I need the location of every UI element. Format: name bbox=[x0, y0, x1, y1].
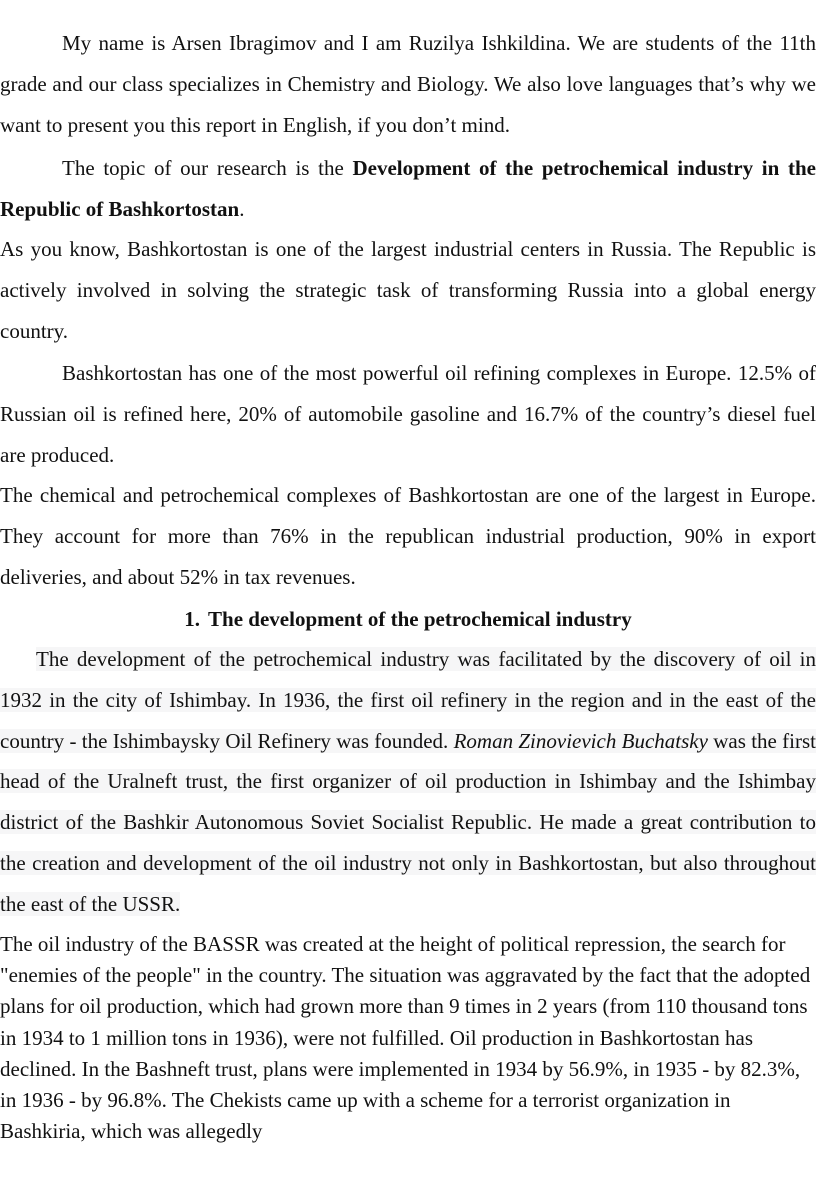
section-title: The development of the petrochemical industry bbox=[208, 607, 632, 631]
section-number: 1. bbox=[184, 607, 201, 631]
intro-paragraph: My name is Arsen Ibragimov and I am Ruzilya Ishkildina. We are students of the 11th grade and our class specializes in Chemistry and Biology. We also love languages that’s why we want to present you this report in English, if you don’t mind. bbox=[0, 31, 816, 137]
topic-prefix: The topic of our research is the bbox=[62, 156, 353, 180]
person-name: Roman Zinovievich Buchatsky bbox=[453, 728, 708, 753]
topic-suffix: . bbox=[239, 196, 245, 221]
section-heading bbox=[0, 599, 816, 639]
industrial-center-paragraph: As you know, Bashkortostan is one of the largest industrial centers in Russia. The Republic is actively involved in solving the strategic task of transforming Russia into a global energy country. bbox=[0, 237, 816, 343]
history-text-end: was the first head of the Uralneft trust, the first organizer of oil production in Ishimbay and the Ishimbay district of the Bashkir Autonomous Soviet Socialist Republic. He made a great contribution to the creation and development of the oil industry not only in Bashkortostan, but also throughout the east of the USSR. bbox=[0, 728, 816, 916]
repression-paragraph: The oil industry of the BASSR was created at the height of political repression, the search for "enemies of the people" in the country. The situation was aggravated by the fact that the adopted plans for oil production, which had grown more than 9 times in 2 years (from 110 thousand tons in 1934 to 1 million tons in 1936), were not fulfilled. Oil production in Bashkortostan has declined. In the Bashneft trust, plans were implemented in 1934 by 56.9%, in 1935 - by 82.3%, in 1936 - by 96.8%. The Chekists came up with a scheme for a terrorist organization in Bashkiria, which was allegedly bbox=[0, 932, 811, 1144]
petrochemical-complexes-paragraph: The chemical and petrochemical complexes of Bashkortostan are one of the largest in Europe. They account for more than 76% in the republican industrial production, 90% in export deliveries, and about 52% in tax revenues. bbox=[0, 483, 816, 589]
topic-title: Development of the petrochemical industry in the Republic of Bashkortostan bbox=[0, 156, 816, 221]
history-text-start: The development of the petrochemical industry was facilitated by the discovery of oil in 1932 in the city of Ishimbay. In 1936, the first oil refinery in the region and in the east of the country - the Ishimbaysky Oil Refinery was founded. bbox=[0, 647, 816, 753]
topic-paragraph bbox=[0, 148, 816, 230]
oil-refining-paragraph: Bashkortostan has one of the most powerful oil refining complexes in Europe. 12.5% of Russian oil is refined here, 20% of automobile gasoline and 16.7% of the country’s diesel fuel are produced. bbox=[0, 361, 816, 467]
history-paragraph bbox=[0, 639, 816, 925]
